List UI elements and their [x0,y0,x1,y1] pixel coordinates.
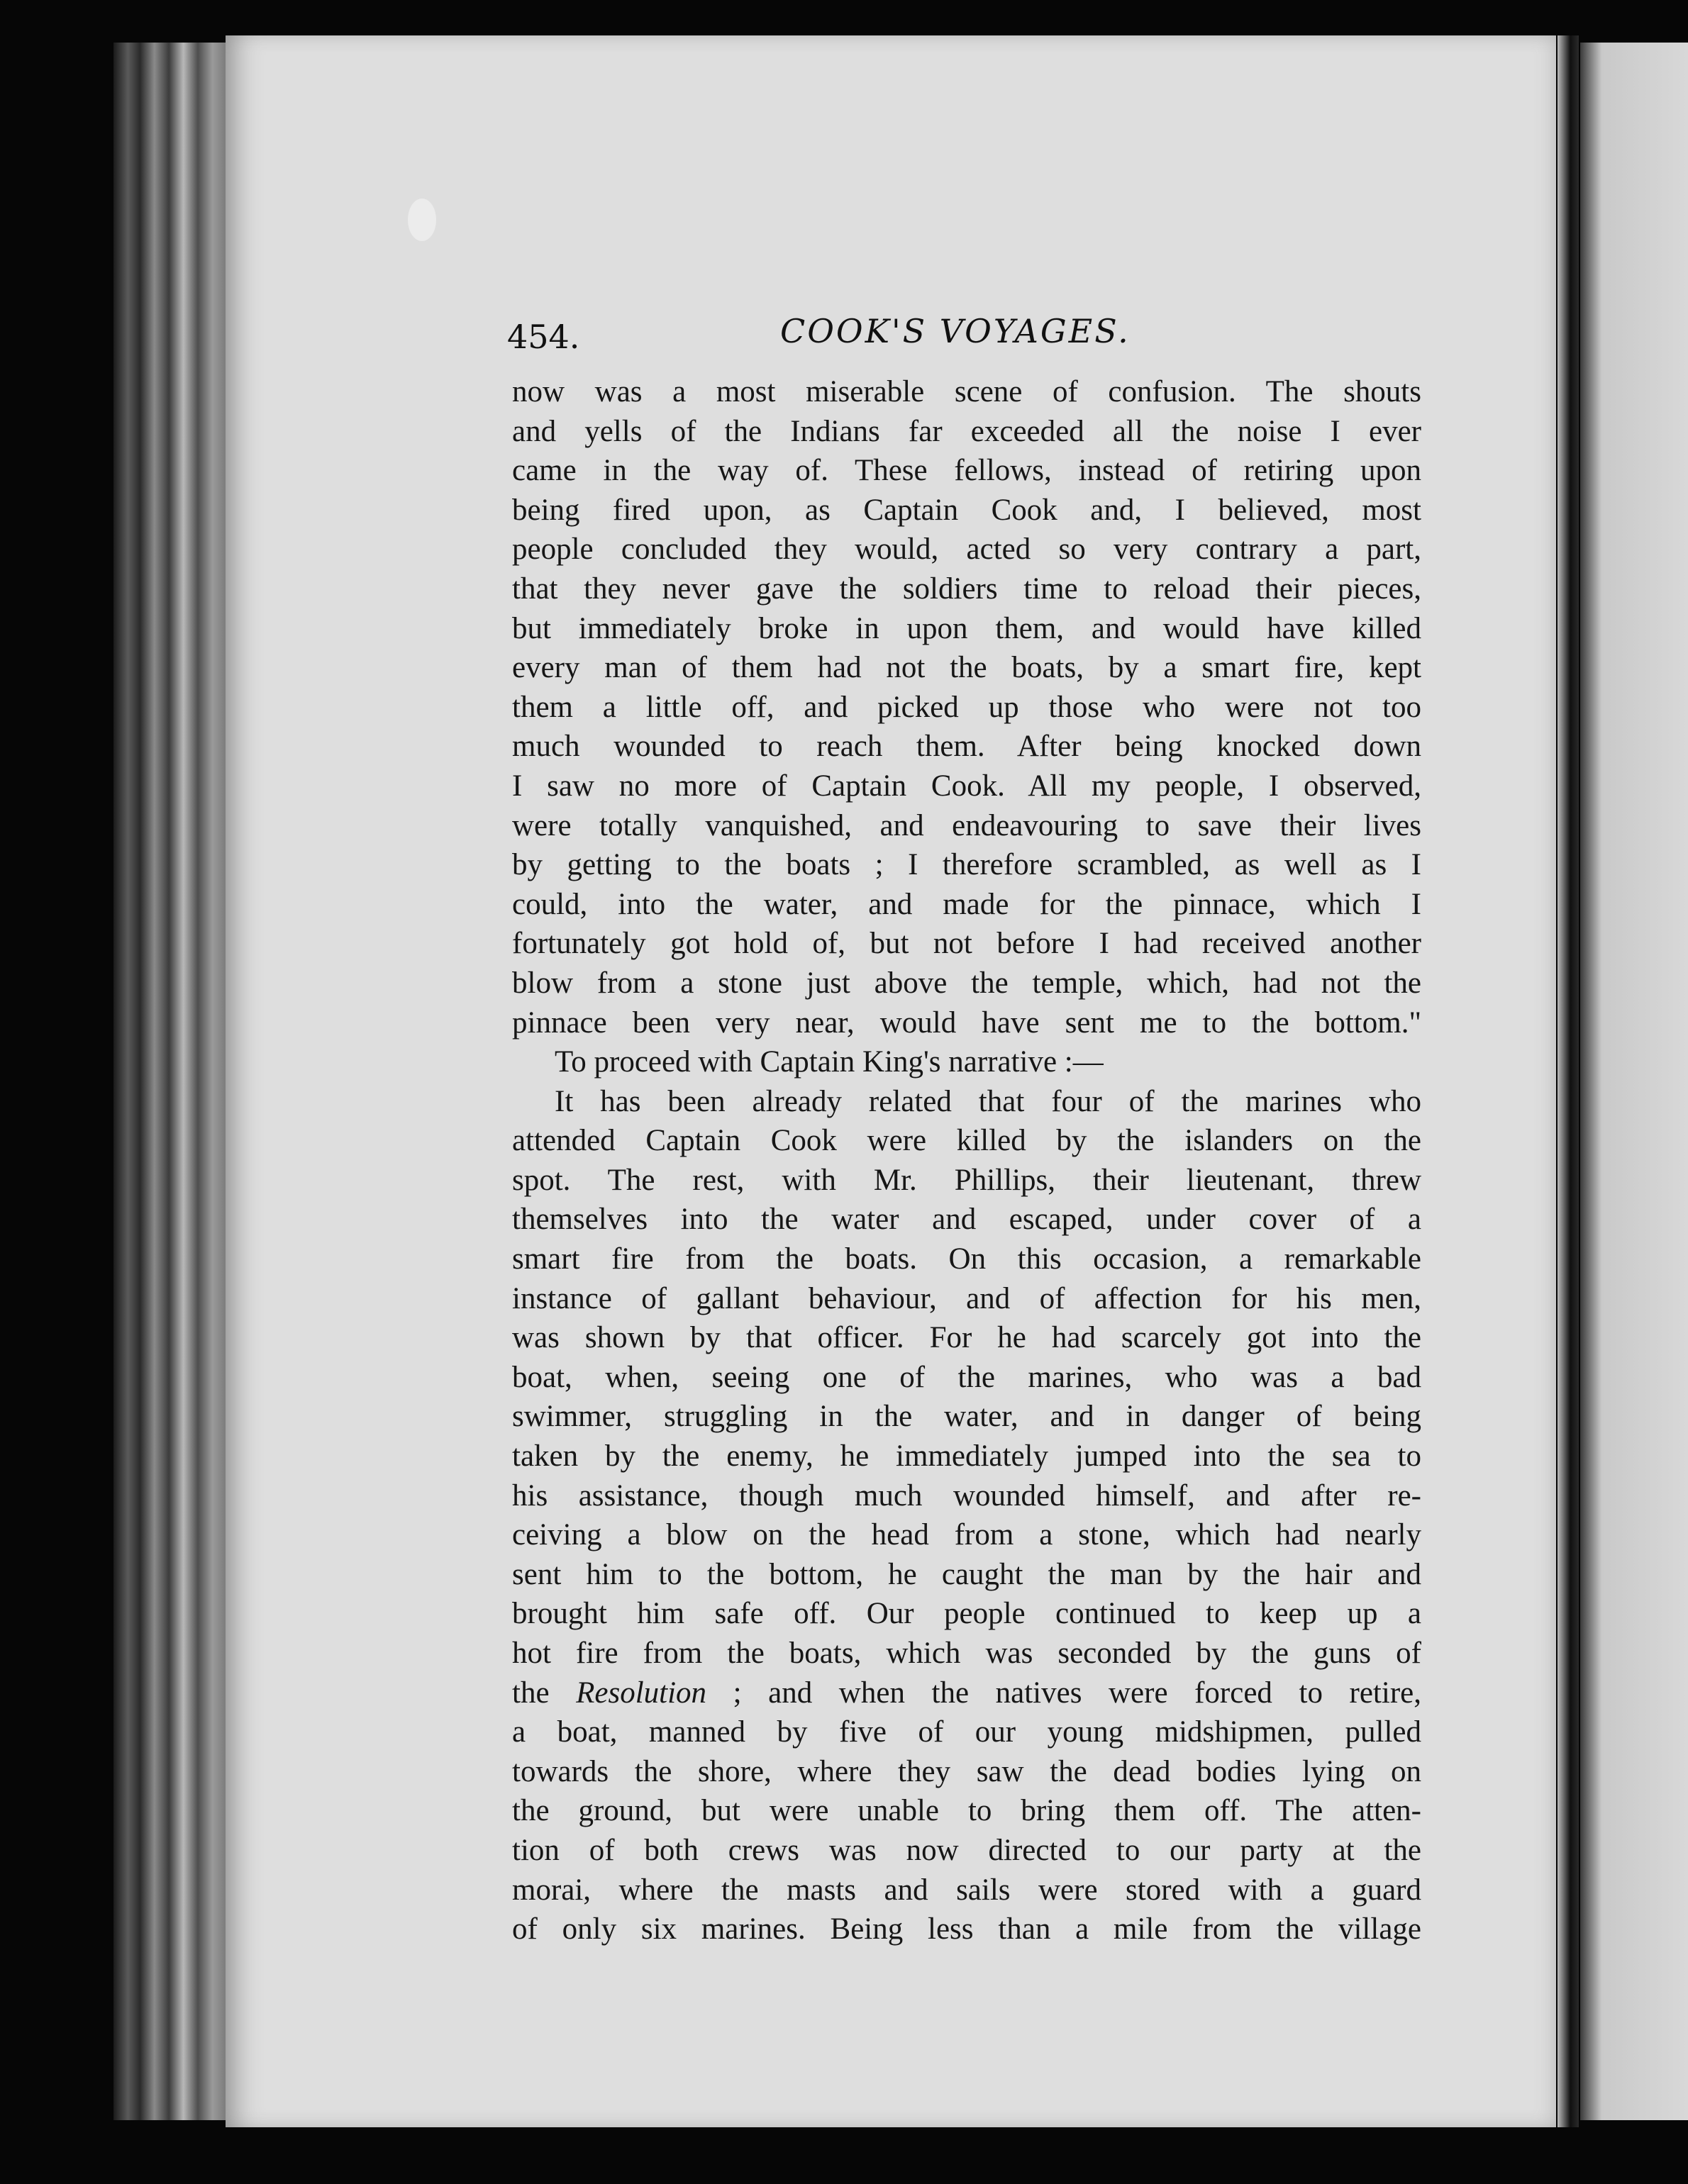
paragraph-2: To proceed with Captain King's narrative :— [555,1045,1104,1079]
paragraph-3 [512,1082,1421,1673]
text-line: blow from a stone just above the temple, which, had not the [512,966,1421,1000]
text-line: I saw no more of Captain Cook. All my people, I observed, [512,769,1421,803]
text-line: sent him to the bottom, he caught the man by the hair and [512,1557,1421,1591]
text-line: towards the shore, where they saw the dead bodies lying on [512,1754,1421,1788]
text-line: taken by the enemy, he immediately jumped into the sea to [512,1439,1421,1473]
text-line: much wounded to reach them. After being knocked down [512,730,1421,764]
text-fragment: ; and when the natives were forced to retire, [706,1676,1421,1710]
text-line: fortunately got hold of, but not before I had received another [512,927,1421,961]
text-line: that they never gave the soldiers time to reload their pieces, [512,572,1421,606]
text-line: boat, when, seeing one of the marines, who was a bad [512,1360,1421,1394]
paper-blemish [408,199,436,241]
text-line: smart fire from the boats. On this occasion, a remarkable [512,1242,1421,1276]
text-line: It has been already related that four of the marines who [555,1084,1421,1118]
text-line: morai, where the masts and sails were stored with a guard [512,1873,1421,1907]
text-line: spot. The rest, with Mr. Phillips, their lieutenant, threw [512,1163,1421,1197]
text-line: a boat, manned by five of our young midshipmen, pulled [512,1715,1421,1749]
text-line: hot fire from the boats, which was seconded by the guns of [512,1637,1421,1670]
text-line: themselves into the water and escaped, under cover of a [512,1203,1421,1237]
text-line: and yells of the Indians far exceeded all the noise I ever [512,414,1421,448]
page-gutter [1557,35,1579,2127]
text-line: the ground, but were unable to bring them off. The atten- [512,1794,1421,1828]
text-line: being fired upon, as Captain Cook and, I believed, most [512,493,1421,527]
text-line: could, into the water, and made for the pinnace, which I [512,887,1421,921]
text-line: now was a most miserable scene of confusion. The shouts [512,375,1421,408]
facing-page-edge [1580,43,1688,2120]
ship-name: Resolution [576,1676,707,1710]
text-line-resolution [512,1673,1421,1713]
text-line: of only six marines. Being less than a mile from the village [512,1912,1421,1946]
text-line: brought him safe off. Our people continued to keep up a [512,1597,1421,1631]
running-title: COOK'S VOYAGES. [780,312,1131,350]
text-line: were totally vanquished, and endeavouring to save their lives [512,808,1421,842]
text-line: instance of gallant behaviour, and of affection for his men, [512,1281,1421,1315]
paragraph-1 [512,372,1421,1042]
text-line: swimmer, struggling in the water, and in danger of being [512,1400,1421,1434]
text-line: was shown by that officer. For he had scarcely got into the [512,1321,1421,1355]
text-line: ceiving a blow on the head from a stone, which had nearly [512,1518,1421,1552]
text-line: people concluded they would, acted so very contrary a part, [512,533,1421,567]
body-text [512,372,1421,1949]
text-line: came in the way of. These fellows, instead of retiring upon [512,454,1421,488]
text-line: by getting to the boats ; I therefore scrambled, as well as I [512,848,1421,882]
text-fragment: the [512,1676,577,1710]
text-line: attended Captain Cook were killed by the islanders on the [512,1124,1421,1158]
running-head [507,312,1422,369]
text-line: pinnace been very near, would have sent me to the bottom." [512,1005,1421,1040]
text-line: every man of them had not the boats, by a smart fire, kept [512,651,1421,685]
text-line: but immediately broke in upon them, and would have killed [512,611,1421,645]
text-line: tion of both crews was now directed to our party at the [512,1833,1421,1867]
book-binding-edge [113,43,234,2120]
text-line: them a little off, and picked up those who were not too [512,690,1421,724]
text-line: his assistance, though much wounded himself, and after re- [512,1478,1421,1512]
paragraph-3-end [512,1712,1421,1949]
page-number: 454. [507,318,580,356]
